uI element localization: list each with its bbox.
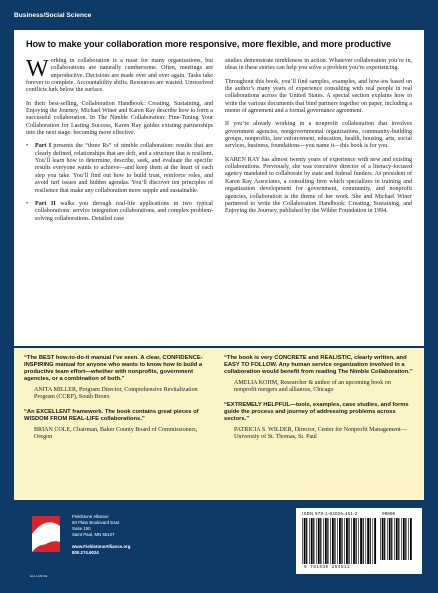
- barcode-bar: [403, 518, 405, 560]
- publisher-name: Fieldstone Alliance: [72, 514, 109, 519]
- author-bio: KAREN RAY has almost twenty years of experience with new and existing collaborations. Previously, she was executive director of a literacy-focused agency mandated to collaborate by state and federal funders. As president of Karen Ray Associates, a consulting firm which specializes in training and organization development for government, community, and nonprofit agencies, collaboration is the theme of her work. She and Michael Winer partnered to write the Collaboration Handbook: Creating, Sustaining, and Enjoying the Journey, published by the Wilder Foundation in 1994.: [225, 156, 412, 215]
- barcode-bar: [410, 518, 412, 560]
- barcode-bar: [311, 518, 313, 564]
- barcode-bar: [348, 518, 349, 564]
- barcode-bar: [401, 518, 402, 560]
- publisher-address: [72, 514, 130, 556]
- barcode-bar: [382, 518, 384, 560]
- address-line: Suite 150: [72, 526, 91, 531]
- barcode-bar: [360, 518, 362, 564]
- address-line: Saint Paul, MN 55107: [72, 532, 115, 537]
- bullet-part-2: [26, 201, 213, 223]
- price-supplement-number: 90000: [382, 512, 396, 517]
- barcode-bar: [325, 518, 327, 564]
- endorsement-attribution: BRIAN COLE, Chairman, Baker County Board of Commissioners, Oregon: [34, 426, 198, 440]
- bullet-label: Part I: [35, 143, 52, 150]
- endorsement-quote: “The book is very CONCRETE and REALISTIC, clearly written, and EASY TO FOLLOW. Any human service organization involved in a collaboration would benefit from reading The Nimble Collaboration.”: [224, 355, 413, 375]
- barcode-bar: [339, 518, 341, 564]
- bullet-icon: •: [26, 200, 29, 207]
- barcode-bar: [316, 518, 317, 564]
- endorsements-right: [224, 355, 414, 500]
- headline: How to make your collaboration more responsive, more flexible, and more productive: [26, 39, 392, 49]
- endorsements-box: [14, 348, 424, 500]
- barcode-bar: [398, 518, 399, 560]
- barcode-icon: [302, 518, 378, 564]
- barcode-area: [296, 508, 422, 574]
- endorsement-attribution: ANITA MILLER, Program Director, Comprehensive Revitalization Program (CCRP), South Bronx: [34, 387, 198, 401]
- barcode-bar: [306, 518, 307, 564]
- bullet-icon: •: [26, 143, 29, 150]
- barcode-bar: [405, 518, 406, 560]
- summary-paragraph: In their best-selling, Collaboration Handbook: Creating, Sustaining, and Enjoying the Journey, Michael Winer and Karen Ray describe how to form a successful collaboration. In The Nimble Collaboration: Fine-Tuning Your Collaboration for Lasting Success, Karen Ray guides existing partnerships into the next stage: becoming more effective.: [26, 100, 213, 137]
- endorsement-attribution: PATRICIA S. WILDER, Director, Center for Nonprofit Management—University of St. Thomas, St. Paul: [234, 426, 407, 440]
- description-columns: [26, 58, 412, 229]
- isbn-label: ISBN 978-1-63026-451-2: [302, 511, 358, 516]
- bullet-text: walks you through real-life applications in two typical collaborations: service integration collaborations, and complex problem-solving collaborations. Detailed case: [35, 200, 213, 222]
- barcode-bar: [327, 518, 328, 564]
- left-column: [26, 58, 213, 229]
- barcode-bar: [341, 518, 342, 564]
- barcode-bar: [389, 518, 391, 560]
- intro-paragraph: [26, 58, 213, 95]
- case-studies-paragraph: studies demonstrate nimbleness in action. Whatever collaboration you’re in, ideas in these stories can help you solve a problem you’re experiencing.: [225, 58, 412, 72]
- barcode-bar: [367, 518, 369, 564]
- publisher-logo-icon: [28, 512, 64, 568]
- barcode-bar: [344, 518, 345, 564]
- barcode-bar: [323, 518, 324, 564]
- barcode-bar: [358, 518, 359, 564]
- barcode-bar: [346, 518, 348, 564]
- barcode-bar: [370, 518, 371, 564]
- bullet-text: presents the “three Rs” of nimble collaboration: results that are clearly defined, relationships that are deft, and a structure that is resilient. You’ll learn how to determine, describe, seek, and evaluate the specific results everyone wants to achieve—and keep them at the heart of each step you take. You’ll find out how to build trust, reinforce roles, and avoid turf issues and hidden agendas. You’ll discover ten principles of resilience that make any collaboration more supple and sustainable.: [35, 143, 213, 194]
- address-line: 60 Plato Boulevard East: [72, 520, 120, 525]
- barcode-bar: [330, 518, 331, 564]
- barcode-bar: [373, 518, 374, 564]
- logo-wordmark: ALLIANCE: [30, 574, 48, 578]
- ean-number: 9 781630 264512: [304, 565, 351, 570]
- endorsement: [224, 355, 414, 395]
- barcode-bar: [387, 518, 388, 560]
- barcode-bar: [313, 518, 314, 564]
- barcode-bar: [391, 518, 392, 560]
- endorsement: [224, 402, 414, 442]
- barcode-bar: [356, 518, 357, 564]
- endorsement-quote: “An EXCELLENT framework. The book contains great pieces of WISDOM FROM REAL-LIFE collaborations.”: [24, 408, 199, 422]
- barcode-bar: [396, 518, 398, 560]
- barcode-bar: [380, 518, 381, 560]
- barcode-bar: [374, 518, 376, 564]
- barcode-bar: [334, 518, 335, 564]
- barcode-bar: [304, 518, 306, 564]
- endorsement: [24, 409, 214, 442]
- price-barcode-icon: [380, 518, 414, 560]
- barcode-bar: [363, 518, 364, 564]
- category-label: Business/Social Science: [14, 12, 92, 19]
- publisher-website: www.FieldstoneAlliance.org: [72, 544, 131, 549]
- barcode-bar: [408, 518, 409, 560]
- endorsements-left: [24, 355, 214, 500]
- audience-paragraph: If you’re already working in a nonprofit collaboration that involves government agencies, nongovernmental organizations, community-building groups, nonprofits, law enforcement, education, health, housing, arts, social services, business, foundations—you name it—this book is for you.: [225, 121, 412, 150]
- barcode-bar: [337, 518, 338, 564]
- barcode-bar: [332, 518, 334, 564]
- barcode-bar: [302, 518, 303, 564]
- bullet-part-1: [26, 143, 213, 194]
- barcode-bar: [353, 518, 355, 564]
- intro-text: orking in collaboration is a must for many organizations, but collaborations are naturally cumbersome. Often, meetings are unproductive. Decisions are made over and over again. Tasks take forever to complete. Accountability shifts. Resources are wasted. Unresolved conflicts lurk below the surface.: [26, 58, 213, 94]
- barcode-bar: [318, 518, 320, 564]
- description-panel: [14, 30, 424, 346]
- endorsement-quote: “EXTREMELY HELPFUL—tools, examples, case studies, and forms guide the process and journey of addressing problems across sectors.”: [224, 401, 409, 422]
- barcode-bar: [394, 518, 395, 560]
- barcode-bar: [309, 518, 310, 564]
- barcode-bar: [365, 518, 366, 564]
- endorsement-quote: “The BEST how-to-do-it manual I’ve seen. A clear, CONFIDENCE-INSPIRING manual for anyone who wants to know how to build a productive team effort—whether with nonprofits, government agencies, or a combination of both.”: [24, 355, 203, 382]
- barcode-bar: [320, 518, 321, 564]
- bullet-label: Part II: [35, 200, 56, 207]
- publisher-phone: 800.274.6024: [72, 550, 99, 555]
- drop-cap: W: [26, 56, 49, 82]
- barcode-bar: [351, 518, 352, 564]
- samples-paragraph: Throughout this book, you’ll find samples, examples, and how-tos based on the author’s many years of experience consulting with real people in real collaborations across the United States. A special section explains how to write the various documents that bind partners together on paper, including a memo of agreement and a formal governance agreement.: [225, 78, 412, 115]
- right-column: [225, 58, 412, 229]
- barcode-bar: [384, 518, 385, 560]
- publisher-block: [28, 512, 158, 578]
- endorsement-attribution: AMELIA KOHM, Researcher & author of an upcoming book on nonprofit mergers and alliances, Chicago: [234, 380, 391, 394]
- endorsement: [24, 355, 214, 402]
